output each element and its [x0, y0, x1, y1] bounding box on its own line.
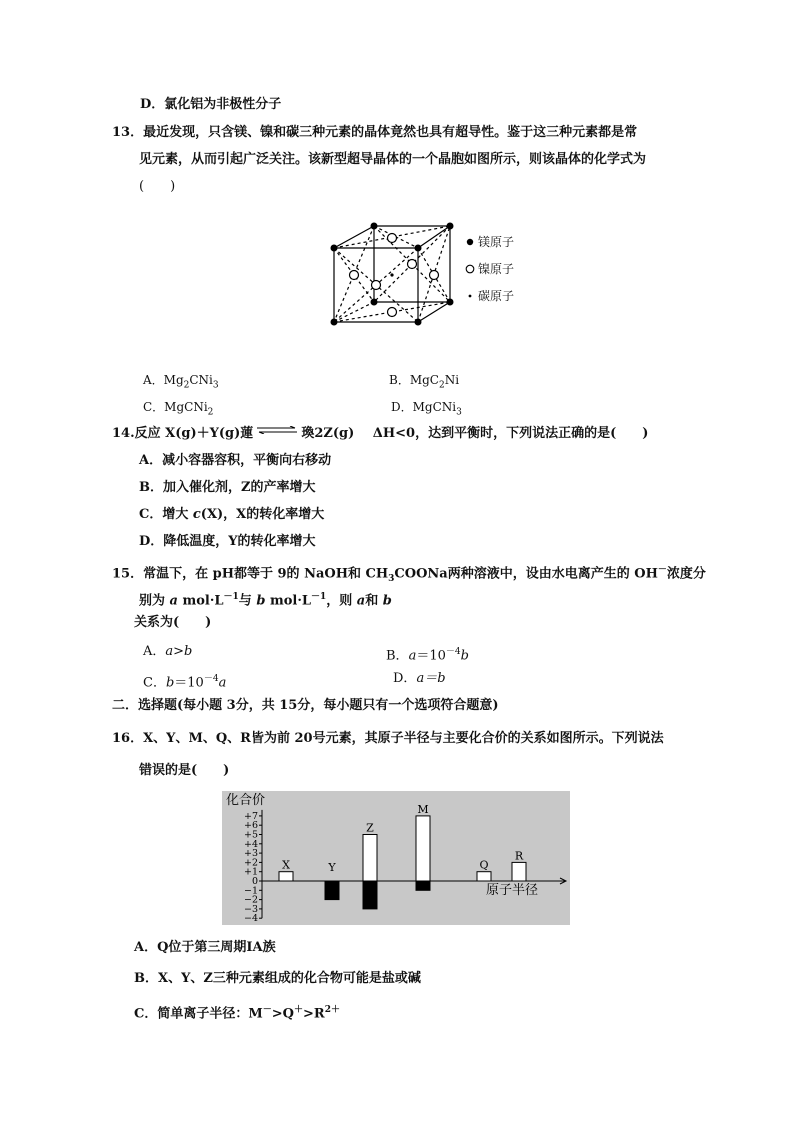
q13-option-c: C．MgCNi$_2$ — [143, 400, 214, 418]
q14-option-a: A．减小容器容积，平衡向右移动 — [139, 453, 332, 468]
q13-stem-line1: 13．最近发现，只含镁、镍和碳三种元素的晶体竟然也具有超导性。鉴于这三种元素都是常 — [112, 125, 638, 140]
q15-option-b: B．$a=10^{-4}b$ — [386, 647, 469, 664]
q15-stem-line3: 关系为( ) — [134, 615, 212, 630]
bar-y — [325, 881, 339, 900]
y-tick-label: −2 — [243, 894, 258, 906]
y-tick-label: +1 — [243, 866, 258, 878]
q13-option-d: D．MgCNi$_3$ — [391, 400, 462, 418]
y-tick-label: +4 — [243, 838, 258, 850]
legend-mg-label: 镁原子 — [478, 235, 515, 249]
legend-c-marker — [469, 295, 472, 298]
valence-chart — [222, 791, 570, 925]
bar-label-m: M — [417, 802, 429, 816]
q14-option-d: D．降低温度，Y的转化率增大 — [139, 534, 316, 549]
legend-ni-label: 镍原子 — [478, 262, 515, 276]
q16-option-c: C．简单离子半径：$M^->Q^+>R^{2+}$ — [134, 1005, 340, 1022]
q16-option-b: B．X、Y、Z三种元素组成的化合物可能是盐或碱 — [134, 971, 421, 986]
bar-z — [363, 881, 377, 909]
bar-label-z: Z — [366, 821, 374, 835]
c-atom — [390, 273, 393, 276]
q14-option-c: C．增大 c(X)，X的转化率增大 — [139, 507, 325, 522]
y-tick-label: +7 — [243, 810, 258, 822]
y-tick-label: +2 — [243, 857, 258, 869]
bar-m — [416, 816, 430, 881]
bar-q — [477, 872, 491, 881]
q16-option-a: A．Q位于第三周期ⅠA族 — [134, 940, 276, 955]
bar-label-y: Y — [328, 861, 336, 874]
bar-x — [279, 872, 293, 881]
legend-c-label: 碳原子 — [478, 289, 515, 303]
y-tick-label: −3 — [243, 903, 258, 915]
bar-z — [363, 835, 377, 882]
q13-paren: ( ) — [139, 179, 176, 194]
q13-option-a: A．$Mg_2CNi_3$ — [143, 373, 219, 391]
q15-option-c: C．$b=10^{-4}a$ — [143, 674, 227, 691]
y-tick-label: −1 — [243, 885, 258, 897]
q14-stem: 14.反应 X(g)＋Y(g)蓮 瑍2Z(g) ΔH<0，达到平衡时，下列说法正确的是( ) — [112, 425, 648, 443]
q15-stem-line1: 15．常温下，在 pH都等于 9的 NaOH和 $CH_3COONa$两种溶液中，设由水电离产生的 OH－浓度分 — [112, 565, 706, 584]
q15-stem-line2: 别为 a $mol\cdot L^{-1}$与 b $mol\cdot L^{-1}$，则 a和 b — [139, 592, 392, 609]
y-axis-label: 化合价 — [226, 793, 266, 808]
legend-ni-marker — [466, 265, 474, 273]
x-axis-label: 原子半径 — [486, 883, 539, 898]
q15-option-d: D．a＝b — [393, 671, 446, 686]
bar-label-r: R — [514, 849, 524, 863]
y-tick-label: +5 — [243, 829, 258, 841]
bar-m — [416, 881, 430, 890]
bar-label-q: Q — [479, 858, 489, 872]
q13-option-b: B．MgC$_2$Ni — [389, 373, 460, 391]
bar-label-x: X — [282, 858, 290, 872]
equilibrium-arrow — [257, 422, 297, 430]
y-tick-label: +6 — [243, 820, 258, 832]
y-tick-label: +3 — [243, 848, 258, 860]
section2-heading: 二．选择题(每小题 3分，共 15分，每小题只有一个选项符合题意) — [112, 698, 499, 713]
bar-r — [512, 862, 526, 881]
q16-stem-line1: 16．X、Y、M、Q、R皆为前 20号元素，其原子半径与主要化合价的关系如图所示。下列说法 — [112, 731, 664, 746]
y-tick-label: 0 — [251, 876, 258, 887]
legend-mg-marker — [467, 239, 473, 245]
q15-option-a: A．a>b — [143, 644, 193, 659]
q14-option-b: B．加入催化剂，Z的产率增大 — [139, 480, 316, 495]
q13-stem-line2: 见元素，从而引起广泛关注。该新型超导晶体的一个晶胞如图所示，则该晶体的化学式为 — [139, 152, 647, 167]
ni-atoms — [350, 234, 439, 317]
q12-option-d: D．氯化铝为非极性分子 — [140, 97, 282, 112]
y-tick-label: −4 — [243, 913, 258, 925]
q16-stem-line2: 错误的是( ) — [139, 763, 230, 778]
